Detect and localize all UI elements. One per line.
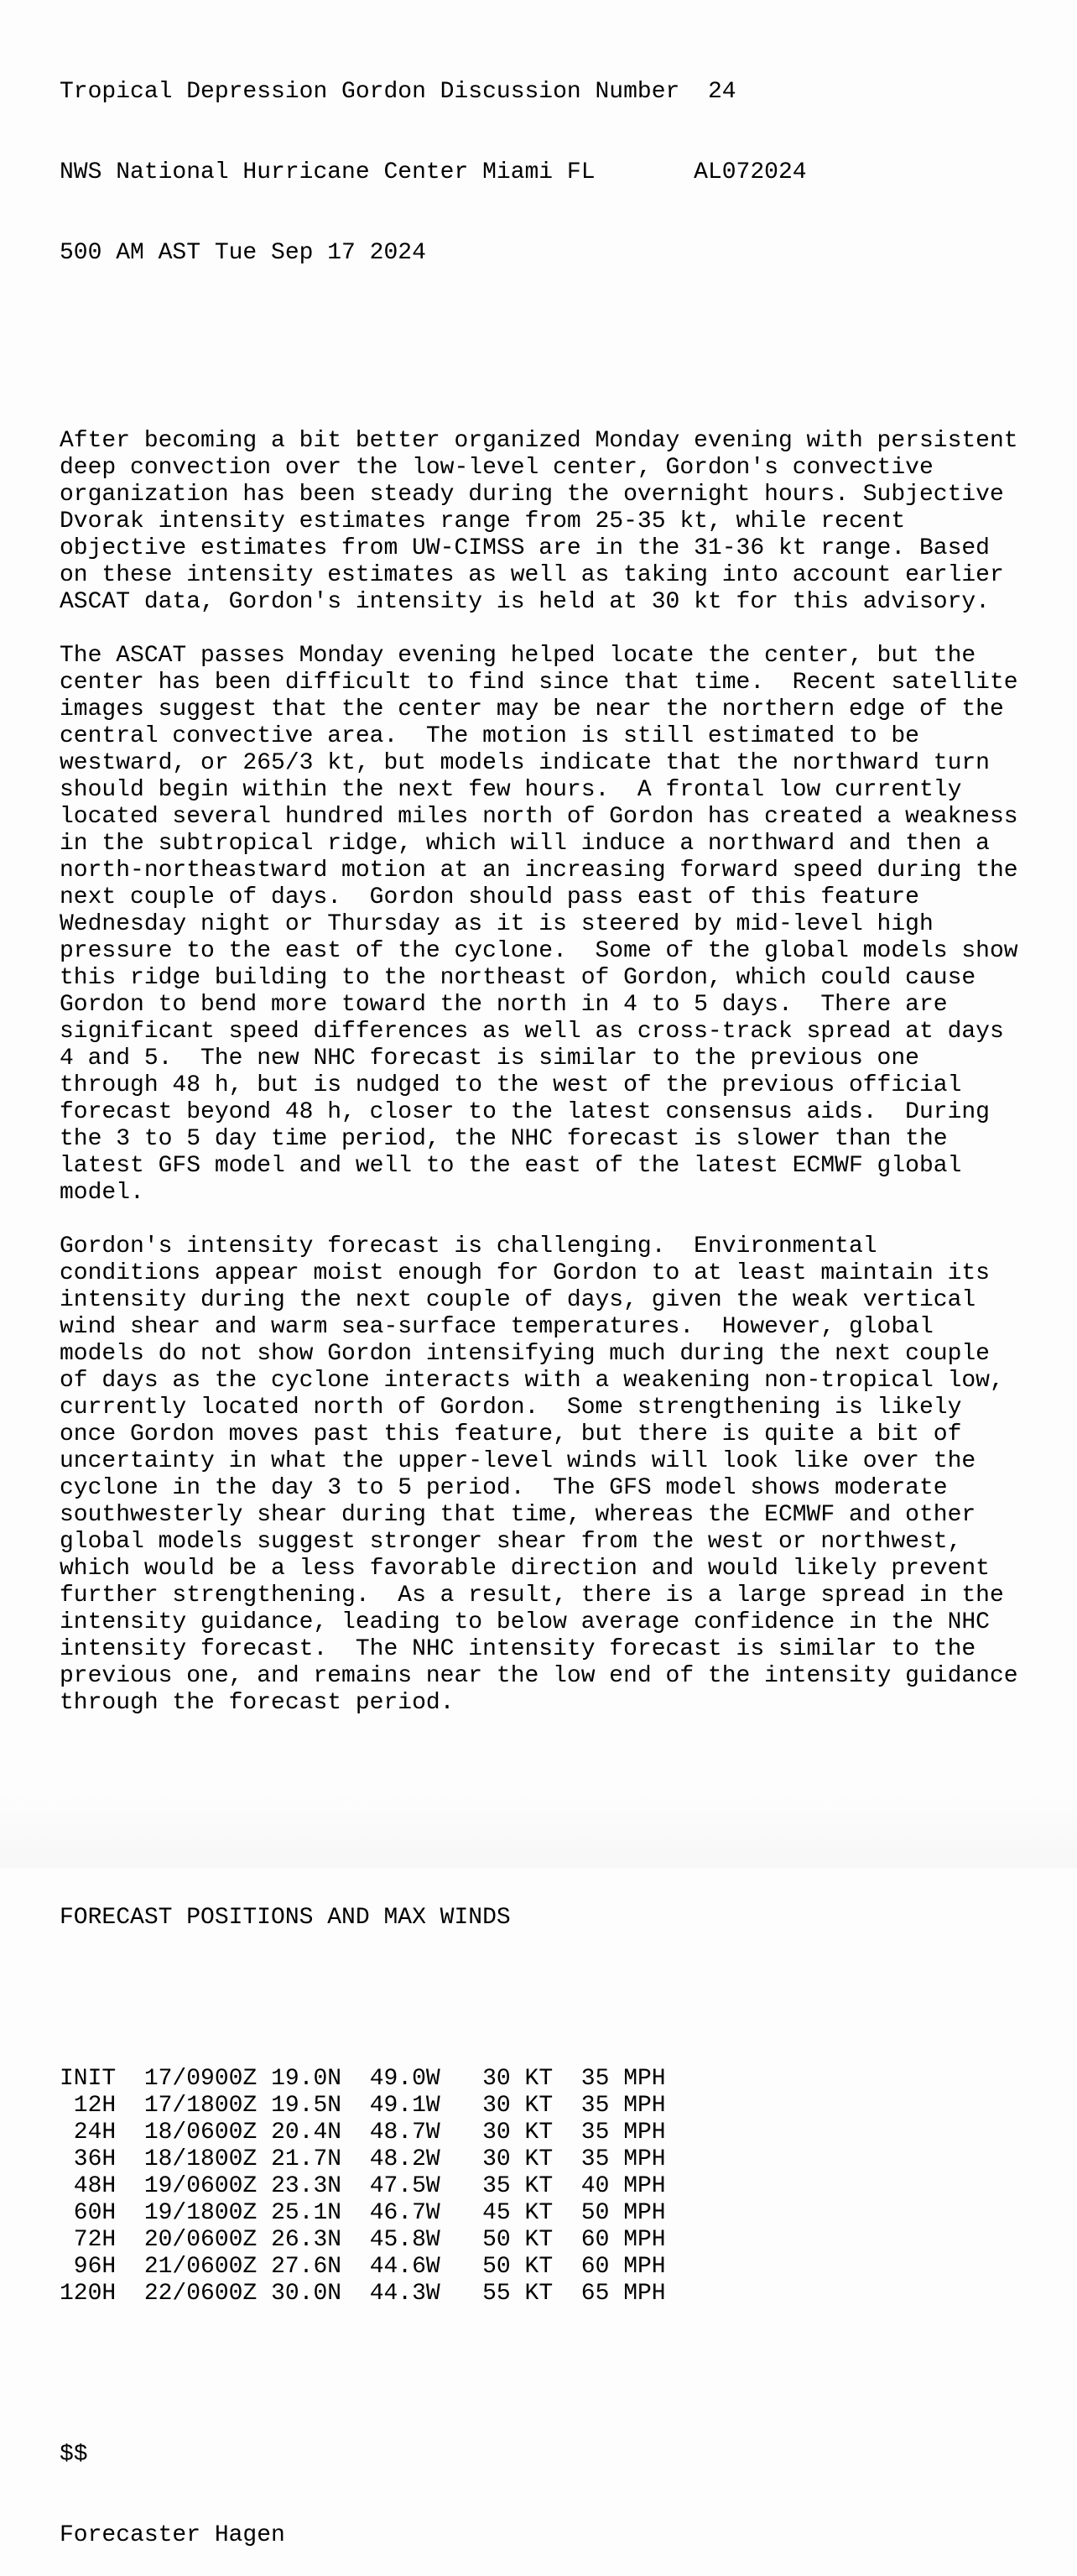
- paragraph-line: cyclone in the day 3 to 5 period. The GFS model shows moderate: [60, 1475, 948, 1501]
- wind-mph: 60: [580, 2254, 610, 2280]
- forecast-row: [60, 2173, 1066, 2200]
- longitude: 45.8W: [369, 2227, 440, 2253]
- wind-mph-unit: MPH: [623, 2227, 666, 2253]
- wind-mph: 35: [580, 2146, 610, 2172]
- forecast-table: [60, 2066, 1066, 2307]
- wind-kt-unit: KT: [524, 2146, 554, 2172]
- paragraph-line: After becoming a bit better organized Monday evening with persistent: [60, 428, 1018, 454]
- discussion-title: Tropical Depression Gordon Discussion Number: [60, 79, 680, 105]
- paragraph-line: center has been difficult to find since that time. Recent satellite: [60, 670, 1018, 696]
- blank-line: [60, 1985, 1066, 2012]
- paragraph-line: in the subtropical ridge, which will induce a northward and then a: [60, 831, 990, 857]
- valid-time: 18/0600Z: [143, 2120, 258, 2146]
- longitude: 44.3W: [369, 2281, 440, 2307]
- wind-kt-unit: KT: [524, 2066, 554, 2092]
- storm-id: AL072024: [694, 159, 807, 185]
- paragraph-line: conditions appear moist enough for Gordon to at least maintain its: [60, 1260, 990, 1286]
- forecast-hour: 96H: [60, 2254, 117, 2280]
- blank-line: [60, 616, 1066, 643]
- discussion-paragraph: [60, 428, 1066, 616]
- forecast-row: [60, 2254, 1066, 2281]
- header-office-line: [60, 159, 1066, 186]
- paragraph-line: organization has been steady during the overnight hours. Subjective: [60, 482, 1004, 508]
- paragraph-line: global models suggest stronger shear from the west or northwest,: [60, 1529, 962, 1555]
- wind-mph-unit: MPH: [623, 2146, 666, 2172]
- paragraph-line: through the forecast period.: [60, 1690, 455, 1716]
- wind-mph: 40: [580, 2173, 610, 2199]
- forecaster-name: Forecaster Hagen: [60, 2522, 285, 2548]
- wind-kt-unit: KT: [524, 2227, 554, 2253]
- discussion-paragraph: [60, 1233, 1066, 1717]
- paragraph-line: model.: [60, 1180, 144, 1206]
- paragraph-line: latest GFS model and well to the east of the latest ECMWF global: [60, 1153, 962, 1179]
- wind-kt: 30: [482, 2093, 511, 2119]
- wind-mph: 50: [580, 2200, 610, 2226]
- forecast-hour: 24H: [60, 2120, 117, 2146]
- paragraph-line: located several hundred miles north of Gordon has created a weakness: [60, 804, 1018, 830]
- latitude: 27.6N: [271, 2254, 342, 2280]
- wind-mph: 35: [580, 2093, 610, 2119]
- wind-kt-unit: KT: [524, 2281, 554, 2307]
- blank-line: [60, 321, 1066, 347]
- paragraph-line: models do not show Gordon intensifying much during the next couple: [60, 1341, 990, 1367]
- forecast-row: [60, 2200, 1066, 2227]
- paragraph-line: previous one, and remains near the low end of the intensity guidance: [60, 1663, 1018, 1689]
- latitude: 19.5N: [271, 2093, 342, 2119]
- paragraph-line: next couple of days. Gordon should pass east of this feature: [60, 884, 919, 910]
- paragraph-line: forecast beyond 48 h, closer to the latest consensus aids. During: [60, 1099, 990, 1125]
- longitude: 48.2W: [369, 2146, 440, 2172]
- issuing-office: NWS National Hurricane Center Miami FL: [60, 159, 596, 185]
- forecast-hour: 36H: [60, 2146, 117, 2172]
- discussion-body: [60, 428, 1066, 1744]
- header-title-line: [60, 79, 1066, 106]
- issue-time: 500 AM AST Tue Sep 17 2024: [60, 240, 426, 266]
- paragraph-line: which would be a less favorable direction and would likely prevent: [60, 1556, 990, 1582]
- valid-time: 19/0600Z: [143, 2173, 258, 2199]
- paragraph-line: objective estimates from UW-CIMSS are in the 31-36 kt range. Based: [60, 535, 990, 561]
- paragraph-line: intensity forecast. The NHC intensity forecast is similar to the: [60, 1636, 976, 1662]
- wind-kt: 30: [482, 2120, 511, 2146]
- paragraph-line: Gordon to bend more toward the north in 4 to 5 days. There are: [60, 992, 948, 1018]
- wind-kt: 30: [482, 2066, 511, 2092]
- wind-mph-unit: MPH: [623, 2254, 666, 2280]
- valid-time: 18/1800Z: [143, 2146, 258, 2172]
- blank-line: [60, 1207, 1066, 1233]
- wind-kt: 45: [482, 2200, 511, 2226]
- discussion-document: [60, 25, 1066, 2576]
- paragraph-line: 4 and 5. The new NHC forecast is similar to the previous one: [60, 1046, 919, 1072]
- paragraph-line: further strengthening. As a result, there is a large spread in the: [60, 1583, 1004, 1609]
- forecast-row: [60, 2146, 1066, 2173]
- paragraph-line: ASCAT data, Gordon's intensity is held at 30 kt for this advisory.: [60, 589, 990, 615]
- latitude: 19.0N: [271, 2066, 342, 2092]
- wind-mph: 35: [580, 2066, 610, 2092]
- paragraph-line: deep convection over the low-level center, Gordon's convective: [60, 455, 934, 481]
- wind-mph-unit: MPH: [623, 2066, 666, 2092]
- wind-kt: 55: [482, 2281, 511, 2307]
- wind-mph: 35: [580, 2120, 610, 2146]
- forecast-heading: FORECAST POSITIONS AND MAX WINDS: [60, 1905, 511, 1931]
- forecast-row: [60, 2120, 1066, 2146]
- paragraph-line: significant speed differences as well as cross-track spread at days: [60, 1019, 1004, 1045]
- wind-mph-unit: MPH: [623, 2281, 666, 2307]
- wind-kt: 35: [482, 2173, 511, 2199]
- forecast-row: [60, 2281, 1066, 2307]
- discussion-number: 24: [707, 79, 736, 105]
- valid-time: 17/0900Z: [143, 2066, 258, 2092]
- paragraph-line: Gordon's intensity forecast is challenging. Environmental: [60, 1233, 877, 1259]
- paragraph-line: intensity guidance, leading to below average confidence in the NHC: [60, 1609, 990, 1635]
- wind-mph: 65: [580, 2281, 610, 2307]
- valid-time: 19/1800Z: [143, 2200, 258, 2226]
- wind-mph: 60: [580, 2227, 610, 2253]
- paragraph-line: central convective area. The motion is still estimated to be: [60, 723, 919, 749]
- longitude: 46.7W: [369, 2200, 440, 2226]
- paragraph-line: north-northeastward motion at an increasing forward speed during the: [60, 858, 1018, 884]
- paragraph-line: Wednesday night or Thursday as it is steered by mid-level high: [60, 911, 934, 937]
- paragraph-line: images suggest that the center may be near the northern edge of the: [60, 696, 1004, 722]
- forecast-row: [60, 2227, 1066, 2254]
- paragraph-line: intensity during the next couple of days, given the weak vertical: [60, 1287, 976, 1313]
- paragraph-line: this ridge building to the northeast of Gordon, which could cause: [60, 965, 976, 991]
- forecast-hour: 12H: [60, 2093, 117, 2119]
- forecast-hour: 48H: [60, 2173, 117, 2199]
- wind-kt-unit: KT: [524, 2173, 554, 2199]
- paragraph-line: currently located north of Gordon. Some strengthening is likely: [60, 1395, 962, 1421]
- wind-kt-unit: KT: [524, 2200, 554, 2226]
- valid-time: 21/0600Z: [143, 2254, 258, 2280]
- longitude: 49.0W: [369, 2066, 440, 2092]
- paragraph-line: through 48 h, but is nudged to the west of the previous official: [60, 1072, 962, 1098]
- wind-mph-unit: MPH: [623, 2093, 666, 2119]
- blank-line: [60, 1824, 1066, 1851]
- end-marker: $$: [60, 2442, 88, 2468]
- discussion-paragraph: [60, 643, 1066, 1207]
- wind-kt: 30: [482, 2146, 511, 2172]
- paragraph-line: should begin within the next few hours. A frontal low currently: [60, 777, 962, 803]
- forecast-hour: 120H: [60, 2281, 117, 2307]
- paragraph-line: uncertainty in what the upper-level winds will look like over the: [60, 1448, 976, 1474]
- paragraph-line: pressure to the east of the cyclone. Some of the global models show: [60, 938, 1018, 964]
- longitude: 44.6W: [369, 2254, 440, 2280]
- wind-mph-unit: MPH: [623, 2173, 666, 2199]
- latitude: 23.3N: [271, 2173, 342, 2199]
- paragraph-line: The ASCAT passes Monday evening helped locate the center, but the: [60, 643, 976, 669]
- blank-line: [60, 1717, 1066, 1744]
- wind-kt: 50: [482, 2227, 511, 2253]
- paragraph-line: of days as the cyclone interacts with a weakening non-tropical low,: [60, 1368, 1004, 1394]
- wind-mph-unit: MPH: [623, 2200, 666, 2226]
- paragraph-line: once Gordon moves past this feature, but there is quite a bit of: [60, 1421, 962, 1447]
- forecast-row: [60, 2066, 1066, 2093]
- wind-kt: 50: [482, 2254, 511, 2280]
- blank-line: [60, 2361, 1066, 2388]
- longitude: 48.7W: [369, 2120, 440, 2146]
- valid-time: 20/0600Z: [143, 2227, 258, 2253]
- paragraph-line: westward, or 265/3 kt, but models indicate that the northward turn: [60, 750, 990, 776]
- paragraph-line: Dvorak intensity estimates range from 25-35 kt, while recent: [60, 508, 906, 534]
- valid-time: 17/1800Z: [143, 2093, 258, 2119]
- valid-time: 22/0600Z: [143, 2281, 258, 2307]
- latitude: 21.7N: [271, 2146, 342, 2172]
- latitude: 20.4N: [271, 2120, 342, 2146]
- paragraph-line: southwesterly shear during that time, whereas the ECMWF and other: [60, 1502, 976, 1528]
- wind-kt-unit: KT: [524, 2254, 554, 2280]
- forecast-row: [60, 2093, 1066, 2120]
- latitude: 25.1N: [271, 2200, 342, 2226]
- paragraph-line: the 3 to 5 day time period, the NHC forecast is slower than the: [60, 1126, 948, 1152]
- wind-mph-unit: MPH: [623, 2120, 666, 2146]
- forecast-hour: INIT: [60, 2066, 117, 2092]
- paragraph-line: wind shear and warm sea-surface temperatures. However, global: [60, 1314, 934, 1340]
- forecast-hour: 60H: [60, 2200, 117, 2226]
- latitude: 26.3N: [271, 2227, 342, 2253]
- longitude: 47.5W: [369, 2173, 440, 2199]
- longitude: 49.1W: [369, 2093, 440, 2119]
- wind-kt-unit: KT: [524, 2093, 554, 2119]
- latitude: 30.0N: [271, 2281, 342, 2307]
- forecast-hour: 72H: [60, 2227, 117, 2253]
- wind-kt-unit: KT: [524, 2120, 554, 2146]
- paragraph-line: on these intensity estimates as well as taking into account earlier: [60, 562, 1004, 588]
